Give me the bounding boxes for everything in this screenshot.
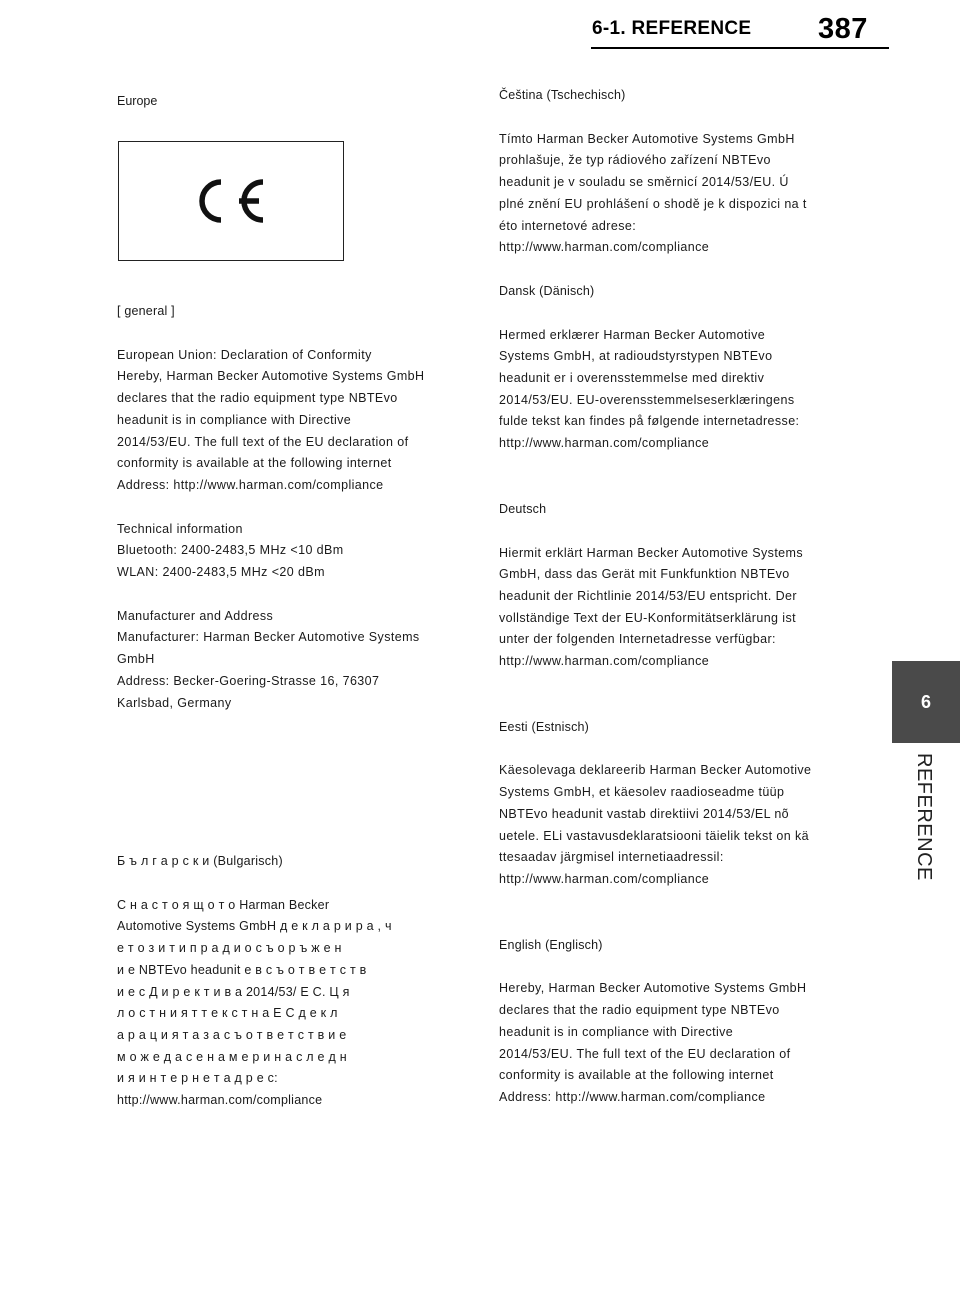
declaration-body: Hereby, Harman Becker Automotive Systems GmbH declares that the radio equipment type NBTEvo headunit is in compliance with Directive 2014/53/EU. The full text of the EU declaration of conformity is available at the following internet Address: http://www.harman.com/compliance <box>117 369 425 492</box>
english-title: English (Englisch) <box>499 937 603 952</box>
general-tag: [ general ] <box>117 304 175 318</box>
chapter-number: 6 <box>920 691 931 712</box>
left-column <box>117 301 462 714</box>
estonian-title: Eesti (Estnisch) <box>499 719 590 734</box>
danish-title: Dansk (Dänisch) <box>499 283 595 298</box>
bulgarian-section <box>117 851 462 1112</box>
right-column <box>499 85 844 1109</box>
german-title: Deutsch <box>499 501 547 516</box>
estonian-body: Käesolevaga deklareerib Harman Becker Automotive Systems GmbH, et käesolev raadioseadme tüüp NBTEvo headunit vastab direktiivi 2014/53/EL nõ uetele. ELi vastavusdeklaratsiooni täielik tekst on kä ttesaadav järgmisel internetiaadressil: http://www.harman.com/compliance <box>499 763 812 886</box>
tech-wlan: WLAN: 2400-2483,5 MHz <20 dBm <box>117 565 325 580</box>
tech-title: Technical information <box>117 521 243 536</box>
ce-mark-icon <box>187 176 273 226</box>
chapter-label: REFERENCE <box>913 753 935 881</box>
english-body: Hereby, Harman Becker Automotive Systems GmbH declares that the radio equipment type NBTEvo headunit is in compliance with Directive 2014/53/EU. The full text of the EU declaration of conformity is available at the following internet Address: http://www.harman.com/compliance <box>499 981 807 1104</box>
czech-title: Čeština (Tschechisch) <box>499 88 626 102</box>
section-title: 6-1. REFERENCE <box>592 18 752 39</box>
danish-body: Hermed erklærer Harman Becker Automotive Systems GmbH, at radioudstyrstypen NBTEvo headunit er i overensstemmelse med direktiv 2014/53/EU. EU-overensstemmelseserklæringens fulde tekst kan findes på følgende internetadresse: http://www.harman.com/compliance <box>499 327 800 451</box>
manufacturer-title: Manufacturer and Address <box>117 608 274 623</box>
manufacturer-body: Manufacturer: Harman Becker Automotive Systems GmbH Address: Becker-Goering-Strasse 16, 76307 Karlsbad, Germany <box>117 630 420 710</box>
chapter-tab <box>892 661 960 743</box>
declaration-title: European Union: Declaration of Conformity <box>117 347 372 362</box>
german-body: Hiermit erklärt Harman Becker Automotive Systems GmbH, dass das Gerät mit Funkfunktion NBTEvo headunit der Richtlinie 2014/53/EU entspricht. Der vollständige Text der EU-Konformitätserklärung ist unter der folgenden Internetadresse verfügbar: http://www.harman.com/compliance <box>499 545 804 669</box>
region-label: Europe <box>117 94 158 108</box>
bulgarian-body: С н а с т о я щ о т о Harman Becker Automotive Systems GmbH д е к л а р и р а , ч е т о з и т и п р а д и о с ъ о р ъ ж е н и е NBTEvo headunit е в с ъ о т в е т с т в и е с Д и р е к т и в а 2014/53/ Е С. Ц я л о с т н и я т т е к с т н а Е С д е к л а р а ц и я т а з а с ъ о т в е т с т в и е м о ж е д а с е н а м е р и н а с л е д н и я и н т е р н е т а д р е с: http://www.harman.com/compliance <box>117 897 392 1108</box>
tech-bluetooth: Bluetooth: 2400-2483,5 MHz <10 dBm <box>117 543 344 558</box>
bulgarian-title: Б ъ л г а р с к и (Bulgarisch) <box>117 854 283 868</box>
ce-mark-box <box>118 141 344 261</box>
page-number: 387 <box>818 13 868 45</box>
header-rule <box>591 47 889 49</box>
czech-body: Tímto Harman Becker Automotive Systems GmbH prohlašuje, že typ rádiového zařízení NBTEvo headunit je v souladu se směrnicí 2014/53/EU. Ú plné znění EU prohlášení o shodě je k dispozici na t éto internetové adrese: http://www.harman.com/compliance <box>499 131 807 255</box>
